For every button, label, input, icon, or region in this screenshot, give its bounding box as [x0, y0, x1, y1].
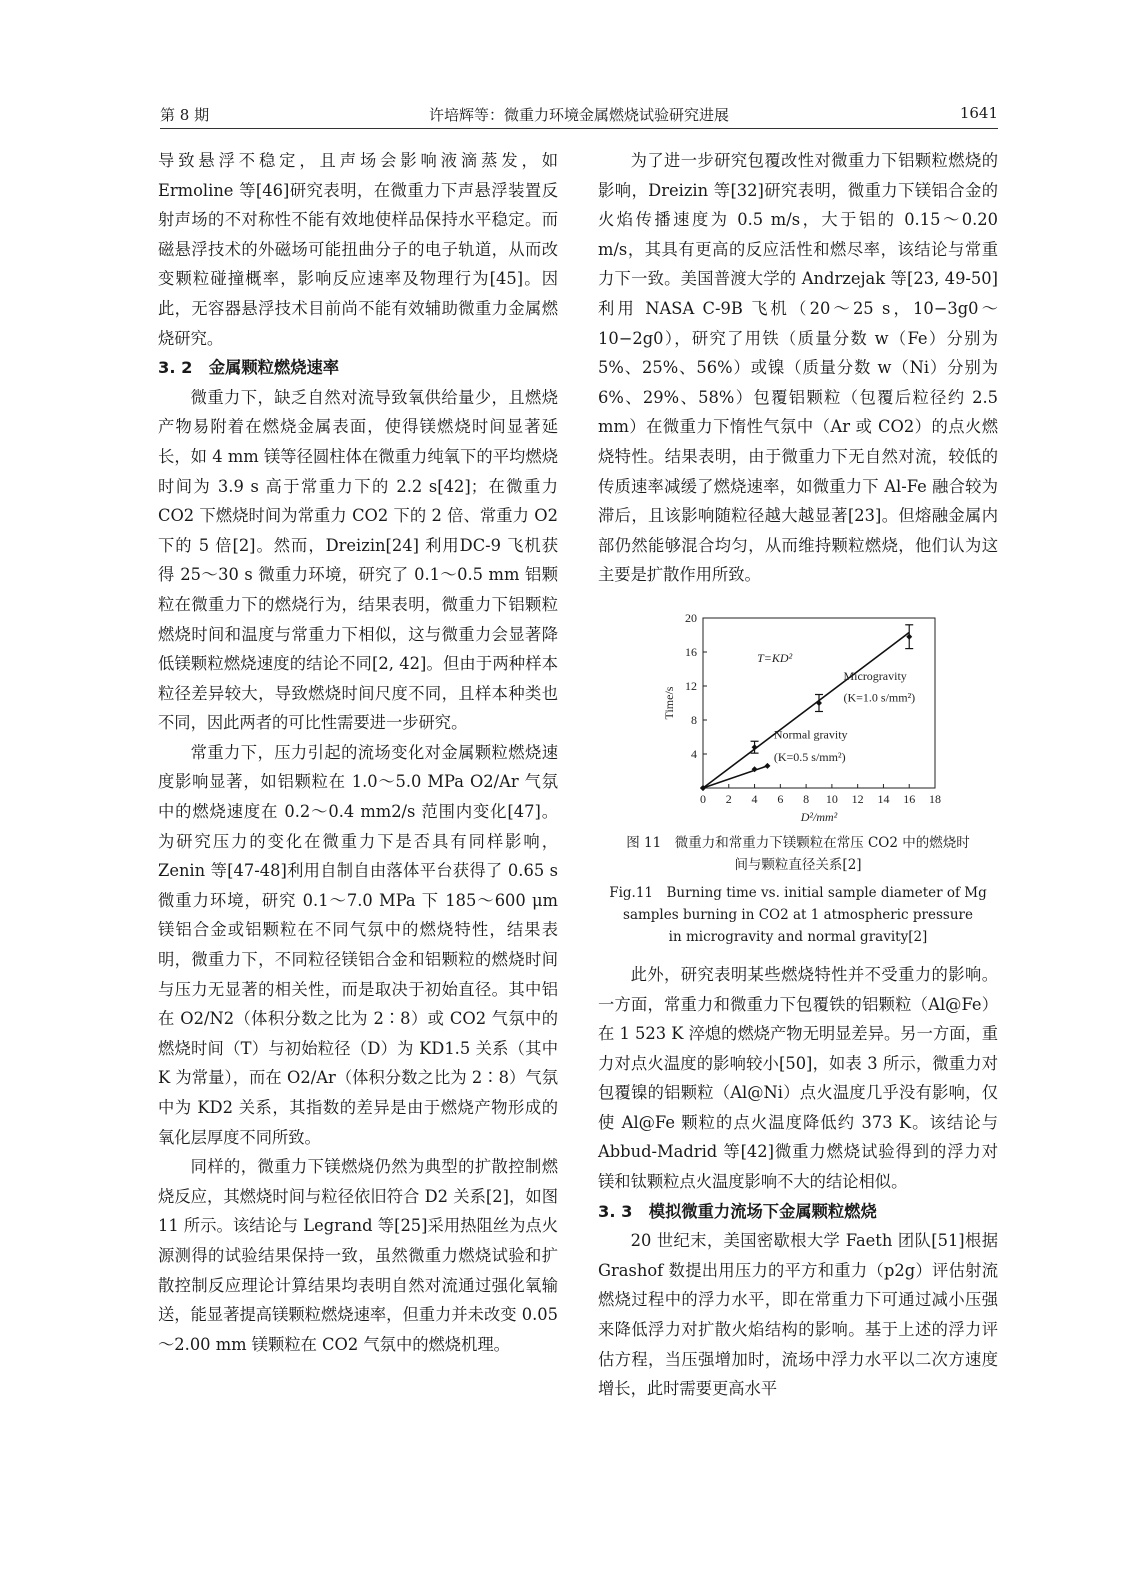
- microgravity-fit-line: [703, 632, 909, 788]
- header-rule: [160, 128, 998, 129]
- x-tick-label-8: 8: [803, 791, 810, 806]
- section-heading-3-2: 3. 2 金属颗粒燃烧速率: [158, 358, 340, 378]
- running-header: [160, 100, 998, 130]
- section-heading-3-3: 3. 3 模拟微重力流场下金属颗粒燃烧: [598, 1201, 877, 1221]
- figure-caption-cn: [598, 832, 998, 876]
- y-tick-label-4: 4: [691, 746, 697, 761]
- figure-11: [598, 608, 998, 948]
- paragraph-coating-modification: 为了进一步研究包覆改性对微重力下铝颗粒燃烧的影响，Dreizin 等[32]研究表明，微重力下镁铝合金的火焰传播速度为 0.5 m/s，大于铝的 0.15～0.20 m/s，其具有更高的反应活性和燃尽率，该结论与常重力下一致。美国普渡大学的 Andrzejak 等[23, 49-50]利用 NASA C-9B 飞机（20～25 s，10−3g0～10−2g0），研究了用铁（质量分数 w（Fe）分别为 5%、25%、56%）或镍（质量分数 w（Ni）分别为 6%、29%、58%）包覆铝颗粒（包覆后粒径约 2.5 mm）在微重力下惰性气氛中（Ar 或 CO2）的点火燃烧特性。结果表明，由于微重力下无自然对流，较低的传质速率减缓了燃烧速率，如微重力下 Al-Fe 融合较为滞后，且该影响随粒径越大越显著[23]。但熔融金属内部仍然能够混合均匀，从而维持颗粒燃烧，他们认为这主要是扩散作用所致。: [598, 151, 998, 585]
- issue-number: 第 8 期: [160, 106, 210, 124]
- caption-en-line-2: samples burning in CO2 at 1 atmospheric pressure: [623, 906, 973, 923]
- normal-gravity-label: Normal gravity: [773, 727, 848, 742]
- x-axis-label: D²/mm²: [800, 809, 838, 824]
- x-tick-label-10: 10: [825, 791, 838, 806]
- page-number: 1641: [959, 104, 998, 122]
- x-tick-label-6: 6: [777, 791, 784, 806]
- paragraph-burn-time-microgravity: 微重力下，缺乏自然对流导致氧供给量少，且燃烧产物易附着在燃烧金属表面，使得镁燃烧时间显著延长，如 4 mm 镁等径圆柱体在微重力纯氧下的平均燃烧时间为 3.9 s 高于常重力下的 2.2 s[42]；在微重力 CO2 下燃烧时间为常重力 CO2 下的 2 倍、常重力 O2 下的 5 倍[2]。然而，Dreizin[24] 利用DC-9 飞机获得 25～30 s 微重力环境，研究了 0.1～0.5 mm 铝颗粒在微重力下的燃烧行为，结果表明，微重力下铝颗粒燃烧时间和温度与常重力下相似，这与微重力会显著降低镁颗粒燃烧速度的结论不同[2, 42]。但由于两种样本粒径差异较大，导致燃烧时间尺度不同，且样本种类也不同，因此两者的可比性需要进一步研究。: [158, 387, 558, 733]
- running-title: 许培辉等：微重力环境金属燃烧试验研究进展: [428, 106, 729, 124]
- y-tick-label-20: 20: [685, 610, 697, 625]
- left-column: [158, 146, 558, 1359]
- paragraph-pressure-effect: 常重力下，压力引起的流场变化对金属颗粒燃烧速度影响显著，如铝颗粒在 1.0～5.0 MPa O2/Ar 气氛中的燃烧速度在 0.2～0.4 mm2/s 范围内变化[47]。为研究压力的变化在微重力下是否具有同样影响，Zenin 等[47-48]利用自制自由落体平台获得了 0.65 s 微重力环境，研究 0.1～7.0 MPa 下 185～600 μm 镁铝合金或铝颗粒在不同气氛中的燃烧特性，结果表明，微重力下，不同粒径镁铝合金和铝颗粒的燃烧时间与压力无显著的相关性，而是取决于初始直径。其中铝在 O2/N2（体积分数之比为 2∶8）或 CO2 气氛中的燃烧时间（T）与初始粒径（D）为 KD1.5 关系（其中 K 为常量），而在 O2/Ar（体积分数之比为 2∶8）气氛中为 KD2 关系，其指数的差异是由于燃烧产物形成的氧化层厚度不同所致。: [158, 742, 558, 1147]
- x-tick-label-4: 4: [751, 791, 758, 806]
- normal-gravity-k-label: (K=0.5 s/mm²): [773, 749, 846, 764]
- y-tick-label-16: 16: [685, 644, 697, 659]
- microgravity-point-1: [752, 744, 758, 750]
- burning-time-chart: [633, 608, 963, 826]
- y-tick-label-12: 12: [685, 678, 697, 693]
- caption-en-line-1: Fig.11 Burning time vs. initial sample diameter of Mg: [609, 884, 987, 901]
- figure-caption-en: [598, 882, 998, 948]
- microgravity-k-label: (K=1.0 s/mm²): [843, 690, 916, 705]
- caption-cn-line-2: 间与颗粒直径关系[2]: [734, 856, 862, 873]
- normal-gravity-point-2: [764, 763, 770, 769]
- microgravity-label: Microgravity: [843, 668, 907, 683]
- x-tick-label-18: 18: [929, 791, 941, 806]
- microgravity-point-2: [816, 700, 822, 706]
- x-tick-label-0: 0: [700, 791, 706, 806]
- y-axis-label: Time/s: [662, 686, 676, 720]
- x-tick-label-16: 16: [903, 791, 916, 806]
- x-tick-label-14: 14: [877, 791, 890, 806]
- normal-gravity-fit-line: [703, 766, 767, 788]
- right-column: [598, 146, 998, 1404]
- x-tick-label-12: 12: [851, 791, 864, 806]
- y-tick-label-8: 8: [691, 712, 697, 727]
- paragraph-simulated-microgravity: 20 世纪末，美国密歇根大学 Faeth 团队[51]根据 Grashof 数提出用压力的平方和重力（p2g）评估射流燃烧过程中的浮力水平，即在常重力下可通过减小压强来降低浮力对扩散火焰结构的影响。基于上述的浮力评估方程，当压强增加时，流场中浮力水平以二次方速度增长，此时需要更高水平: [598, 1231, 998, 1399]
- x-tick-label-2: 2: [725, 791, 732, 806]
- caption-cn-line-1: 图 11 微重力和常重力下镁颗粒在常压 CO2 中的燃烧时: [626, 834, 970, 851]
- caption-en-line-3: in microgravity and normal gravity[2]: [668, 928, 928, 945]
- formula-label: T=KD²: [757, 651, 793, 666]
- paragraph-acoustic-levitation: 导致悬浮不稳定，且声场会影响液滴蒸发，如Ermoline 等[46]研究表明，在微重力下声悬浮装置反射声场的不对称性不能有效地使样品保持水平稳定。而磁悬浮技术的外磁场可能扭曲分子的电子轨道，从而改变颗粒碰撞概率，影响反应速率及物理行为[45]。因此，无容器悬浮技术目前尚不能有效辅助微重力金属燃烧研究。: [158, 151, 558, 348]
- paragraph-diffusion-control: 同样的，微重力下镁燃烧仍然为典型的扩散控制燃烧反应，其燃烧时间与粒径依旧符合 D2 关系[2]，如图 11 所示。该结论与 Legrand 等[25]采用热阻丝为点火源测得的试验结果保持一致，虽然微重力燃烧试验和扩散控制反应理论计算结果均表明自然对流通过强化氧输送，能显著提高镁颗粒燃烧速率，但重力并未改变 0.05～2.00 mm 镁颗粒在 CO2 气氛中的燃烧机理。: [158, 1157, 558, 1354]
- paragraph-gravity-independent: 此外，研究表明某些燃烧特性并不受重力的影响。一方面，常重力和微重力下包覆铁的铝颗粒（Al@Fe）在 1 523 K 淬熄的燃烧产物无明显差异。另一方面，重力对点火温度的影响较小[50]，如表 3 所示，微重力对包覆镍的铝颗粒（Al@Ni）点火温度几乎没有影响，仅使 Al@Fe 颗粒的点火温度降低约 373 K。该结论与 Abbud-Madrid 等[42]微重力燃烧试验得到的浮力对镁和钛颗粒点火温度影响不大的结论相似。: [598, 964, 998, 1192]
